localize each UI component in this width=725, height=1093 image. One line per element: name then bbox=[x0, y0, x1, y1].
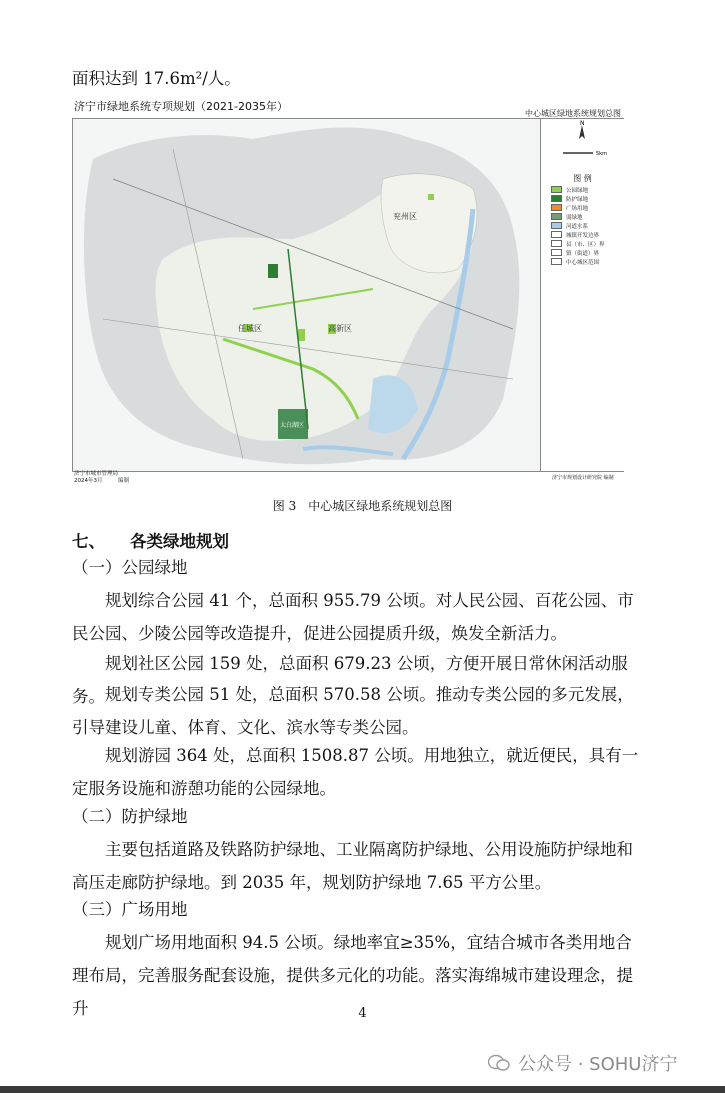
subheading-park-green: （一）公园绿地 bbox=[72, 558, 188, 577]
map-footer-right: 济宁市规划设计研究院 编制 bbox=[552, 475, 614, 481]
legend-label: 中心城区范围 bbox=[566, 259, 600, 266]
north-label: N bbox=[580, 120, 585, 127]
legend-label: 县（市、区）界 bbox=[566, 241, 605, 248]
legend-item bbox=[551, 195, 624, 202]
north-arrow-scale bbox=[541, 119, 624, 169]
paragraph-comprehensive-parks: 规划综合公园 41 个，总面积 955.79 公顷。对人民公园、百花公园、市民公园、少陵公园等改造提升，促进公园提质升级，焕发全新活力。 bbox=[72, 591, 634, 643]
legend-label: 广场用地 bbox=[566, 205, 589, 212]
legend-label: 防护绿地 bbox=[566, 196, 589, 203]
watermark bbox=[488, 1050, 677, 1076]
legend-item bbox=[551, 258, 624, 265]
paragraph-protective-green: 主要包括道路及铁路防护绿地、工业隔离防护绿地、公用设施防护绿地和高压走廊防护绿地。到 2035 年，规划防护绿地 7.65 平方公里。 bbox=[72, 840, 633, 892]
legend-swatch bbox=[551, 258, 562, 265]
scale-label: 5km bbox=[596, 151, 607, 157]
figure-caption: 图 3 中心城区绿地系统规划总图 bbox=[272, 499, 453, 513]
watermark-text: 公众号 · SOHU济宁 bbox=[518, 1054, 678, 1075]
map-footer-date: 2024年3月 bbox=[74, 478, 103, 484]
legend-swatch bbox=[551, 186, 562, 193]
legend-item bbox=[551, 222, 624, 229]
section-heading bbox=[72, 528, 229, 552]
map-footer-left bbox=[74, 471, 118, 485]
intro-text: 面积达到 17.6m²/人。 bbox=[72, 69, 241, 88]
legend-item bbox=[551, 231, 624, 238]
legend-swatch bbox=[551, 195, 562, 202]
district-label: 兖州区 bbox=[393, 212, 417, 221]
legend-label: 镇（街道）界 bbox=[566, 250, 600, 257]
park-green bbox=[268, 264, 278, 278]
district-label: 太白湖区 bbox=[280, 422, 305, 429]
legend-title: 图 例 bbox=[573, 174, 592, 183]
district-label: 高新区 bbox=[328, 324, 352, 333]
district-label: 任城区 bbox=[238, 324, 262, 333]
page-number: 4 bbox=[358, 1006, 367, 1021]
legend-item bbox=[551, 249, 624, 256]
subheading-plaza-land: （三）广场用地 bbox=[72, 900, 188, 919]
legend-item bbox=[551, 204, 624, 211]
section-title: 各类绿地规划 bbox=[130, 532, 229, 551]
legend-swatch bbox=[551, 240, 562, 247]
map-footer-org: 济宁市城市管理局 bbox=[74, 471, 119, 477]
legend-item bbox=[551, 213, 624, 220]
map-illustration bbox=[73, 119, 541, 471]
map-title-left: 济宁市绿地系统专项规划（2021-2035年） bbox=[74, 100, 288, 113]
map-legend bbox=[540, 119, 624, 471]
legend-label: 河道水系 bbox=[566, 223, 589, 230]
legend-item bbox=[551, 186, 624, 193]
legend-list bbox=[541, 186, 624, 265]
legend-item bbox=[551, 240, 624, 247]
legend-label: 城镇开发边界 bbox=[566, 232, 600, 239]
green-space-map bbox=[72, 118, 624, 472]
park-green bbox=[298, 329, 305, 341]
legend-swatch bbox=[551, 213, 562, 220]
legend-swatch bbox=[551, 222, 562, 229]
subheading-protective-green: （二）防护绿地 bbox=[72, 807, 188, 826]
paragraph-community-parks: 规划社区公园 159 处，总面积 679.23 公顷，方便开展日常休闲活动服务。 bbox=[72, 654, 628, 706]
park-green bbox=[428, 194, 434, 200]
paragraph-plaza-land: 规划广场用地面积 94.5 公顷。绿地率宜≥35%，宜结合城市各类用地合理布局，完善服务配套设施，提供多元化的功能。落实海绵城市建设理念，提升 bbox=[72, 933, 633, 1018]
paragraph-specialized-parks: 规划专类公园 51 处，总面积 570.58 公顷。推动专类公园的多元发展，引导建设儿童、体育、文化、滨水等专类公园。 bbox=[72, 685, 634, 737]
legend-label: 公园绿地 bbox=[566, 187, 589, 194]
paragraph-pocket-parks: 规划游园 364 处，总面积 1508.87 公顷。用地独立，就近便民，具有一定服务设施和游憩功能的公园绿地。 bbox=[72, 746, 639, 798]
bottom-bar bbox=[0, 1086, 725, 1093]
section-number: 七、 bbox=[72, 532, 105, 551]
map-title-right: 中心城区绿地系统规划总图 bbox=[525, 109, 621, 118]
north-arrow-icon bbox=[579, 125, 585, 139]
legend-swatch bbox=[551, 231, 562, 238]
wechat-icon bbox=[488, 1054, 510, 1072]
map-footer-edit: 编制 bbox=[118, 478, 130, 484]
legend-swatch bbox=[551, 249, 562, 256]
legend-label: 弱绿地 bbox=[566, 214, 583, 221]
legend-swatch bbox=[551, 204, 562, 211]
